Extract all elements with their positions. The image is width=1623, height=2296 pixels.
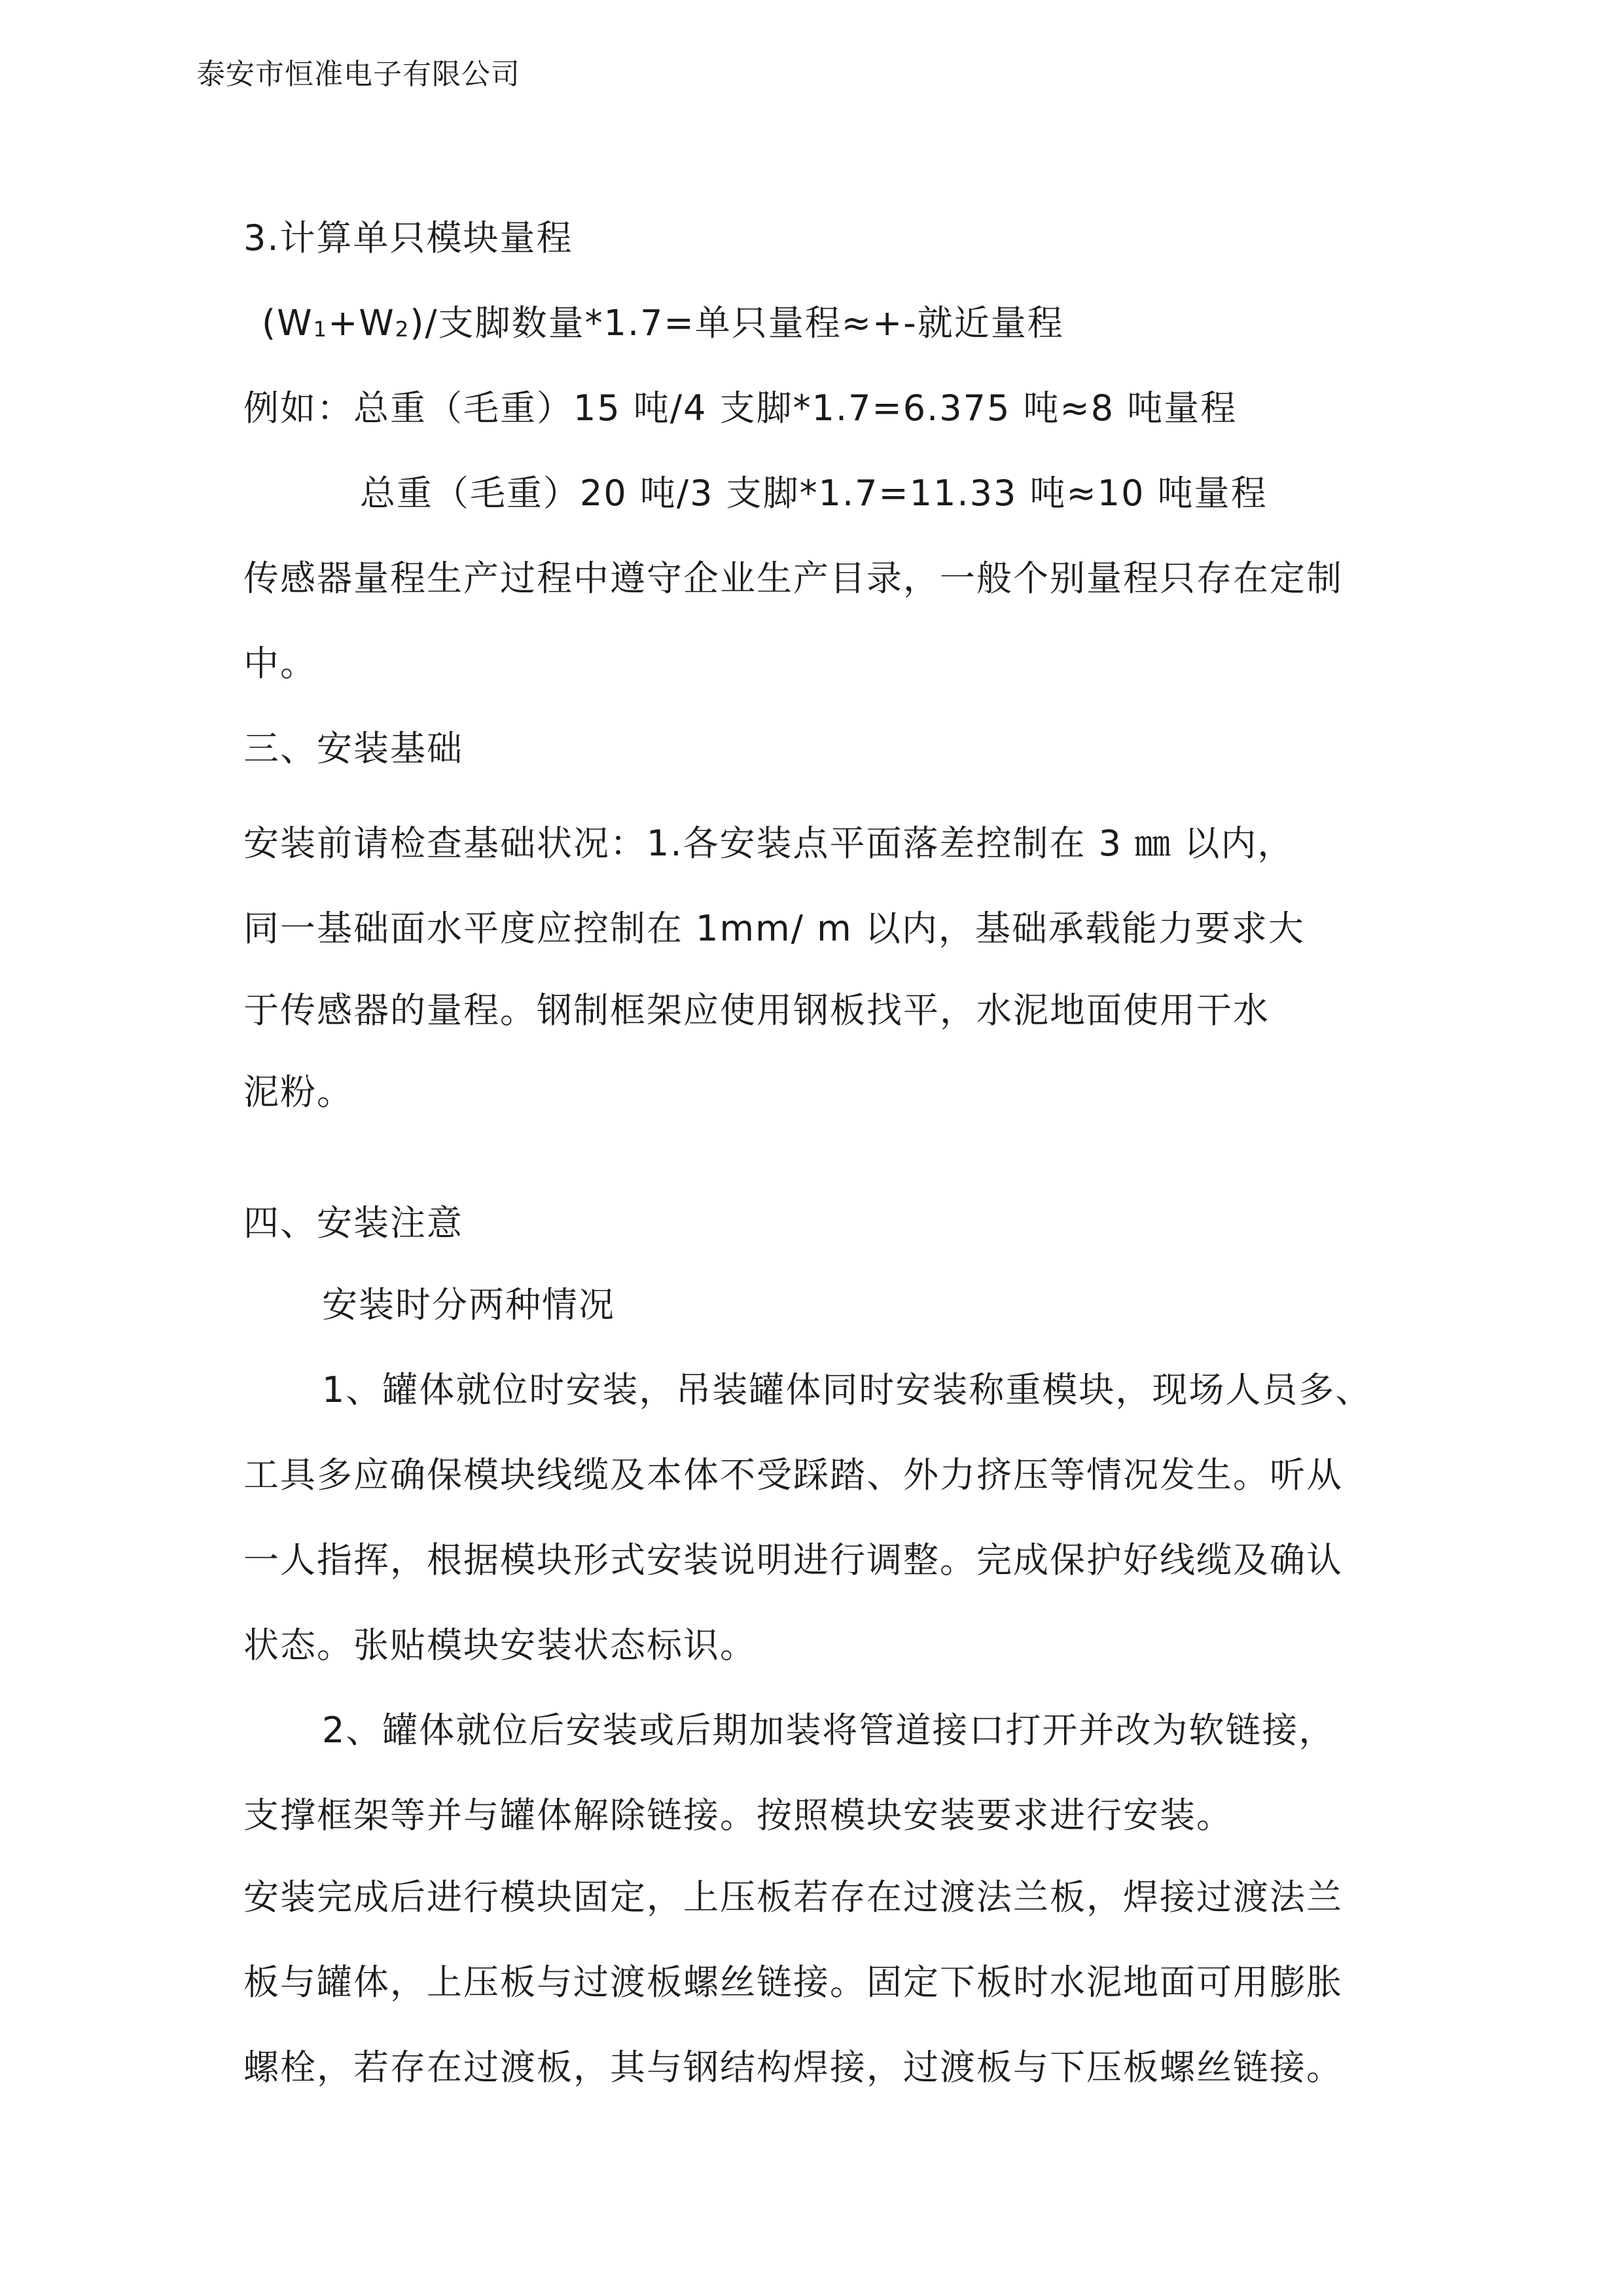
case1-line-4: 状态。张贴模块安装状态标识。 xyxy=(243,1624,757,1666)
calc-formula: $(W_1+W_2)/$支脚数量*1.7=单只量程≈+-就近量程 xyxy=(262,302,1064,344)
notes-heading: 四、安装注意 xyxy=(243,1202,463,1244)
calc-example-1: 例如：总重（毛重）15 吨/4 支脚*1.7=6.375 吨≈8 吨量程 xyxy=(243,387,1238,429)
foundation-line-3: 于传感器的量程。钢制框架应使用钢板找平，水泥地面使用干水 xyxy=(243,990,1270,1031)
calc-heading: 3.计算单只模块量程 xyxy=(243,217,573,259)
case1-line-3: 一人指挥，根据模块形式安装说明进行调整。完成保护好线缆及确认 xyxy=(243,1539,1343,1581)
case1-line-1: 1、罐体就位时安装，吊装罐体同时安装称重模块，现场人员多、 xyxy=(322,1369,1372,1410)
calc-example-2: 总重（毛重）20 吨/3 支脚*1.7=11.33 吨≈10 吨量程 xyxy=(360,473,1268,514)
company-name: 泰安市恒准电子有限公司 xyxy=(196,58,520,91)
foundation-line-4: 泥粉。 xyxy=(243,1071,353,1113)
calc-note-line-2: 中。 xyxy=(243,643,317,684)
fixing-line-1: 安装完成后进行模块固定，上压板若存在过渡法兰板，焊接过渡法兰 xyxy=(243,1876,1343,1918)
calc-note-line-1: 传感器量程生产过程中遵守企业生产目录，一般个别量程只存在定制 xyxy=(243,558,1343,599)
case2-line-1: 2、罐体就位后安装或后期加装将管道接口打开并改为软链接， xyxy=(322,1710,1336,1751)
foundation-line-2: 同一基础面水平度应控制在 1mm/ m 以内，基础承载能力要求大 xyxy=(243,908,1305,949)
notes-intro: 安装时分两种情况 xyxy=(322,1284,615,1325)
fixing-line-3: 螺栓，若存在过渡板，其与钢结构焊接，过渡板与下压板螺丝链接。 xyxy=(243,2047,1343,2088)
foundation-line-1: 安装前请检查基础状况：1.各安装点平面落差控制在 3 ㎜ 以内， xyxy=(243,823,1294,864)
fixing-line-2: 板与罐体，上压板与过渡板螺丝链接。固定下板时水泥地面可用膨胀 xyxy=(243,1962,1343,2003)
case2-line-2: 支撑框架等并与罐体解除链接。按照模块安装要求进行安装。 xyxy=(243,1795,1233,1836)
case1-line-2: 工具多应确保模块线缆及本体不受踩踏、外力挤压等情况发生。听从 xyxy=(243,1454,1343,1496)
foundation-heading: 三、安装基础 xyxy=(243,728,463,769)
